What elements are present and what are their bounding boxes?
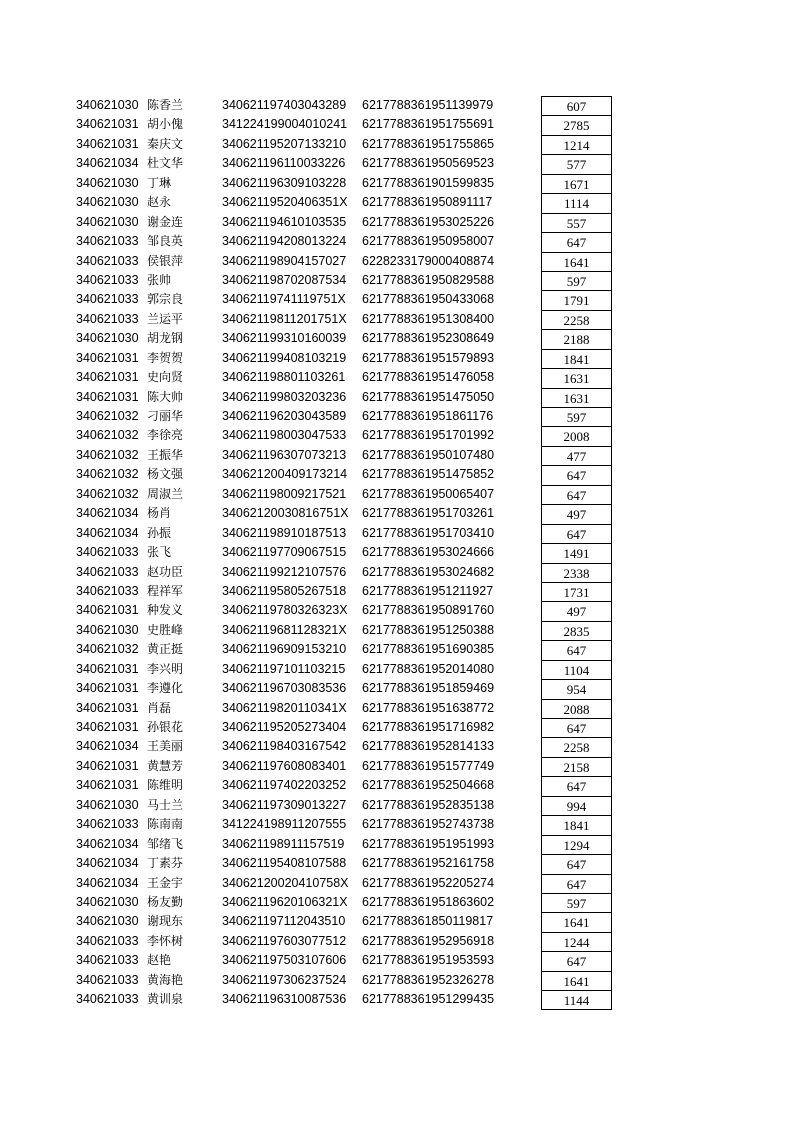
bank-card-cell: 6217788361951475050 bbox=[362, 389, 495, 404]
id-number-cell: 340621195205273404 bbox=[222, 720, 347, 734]
bank-card-cell: 6217788361952308649 bbox=[362, 331, 495, 346]
amount-cell: 647 bbox=[541, 874, 612, 893]
table-row bbox=[0, 563, 793, 582]
table-row bbox=[0, 485, 793, 504]
amount-cell: 1114 bbox=[541, 193, 612, 212]
id-number-cell: 34062120020410758X bbox=[222, 875, 349, 890]
amount-cell: 1841 bbox=[541, 349, 612, 368]
table-row bbox=[0, 776, 793, 795]
code-cell: 340621033 bbox=[76, 817, 139, 832]
amount-cell: 1671 bbox=[541, 174, 612, 193]
table-row bbox=[0, 854, 793, 873]
name-cell: 李徐亮 bbox=[147, 428, 184, 443]
table-row bbox=[0, 874, 793, 893]
id-number-cell: 340621197503107606 bbox=[222, 953, 347, 968]
code-cell: 340621031 bbox=[76, 136, 139, 151]
id-number-cell: 340621197309013227 bbox=[222, 797, 347, 812]
table-row bbox=[0, 796, 793, 815]
id-number-cell: 340621198801103261 bbox=[222, 370, 346, 385]
name-cell: 马士兰 bbox=[147, 797, 184, 812]
amount-cell: 647 bbox=[541, 951, 612, 970]
id-number-cell: 340621197603077512 bbox=[222, 933, 347, 948]
bank-card-cell: 6217788361951577749 bbox=[362, 758, 495, 773]
name-cell: 程祥军 bbox=[147, 583, 184, 598]
table-row bbox=[0, 388, 793, 407]
amount-cell: 2258 bbox=[541, 737, 612, 756]
bank-card-cell: 6217788361951638772 bbox=[362, 700, 495, 715]
table-row bbox=[0, 465, 793, 484]
code-cell: 340621032 bbox=[76, 642, 139, 657]
name-cell: 陈南南 bbox=[147, 817, 184, 832]
code-cell: 340621033 bbox=[76, 953, 139, 968]
name-cell: 兰运平 bbox=[147, 311, 184, 326]
table-row bbox=[0, 679, 793, 698]
code-cell: 340621033 bbox=[76, 564, 139, 579]
id-number-cell: 340621199408103219 bbox=[222, 350, 347, 365]
bank-card-cell: 6217788361951299435 bbox=[362, 992, 495, 1007]
bank-card-cell: 6217788361951755865 bbox=[362, 136, 495, 151]
table-row bbox=[0, 310, 793, 329]
table-row bbox=[0, 193, 793, 212]
name-cell: 陈香兰 bbox=[147, 98, 184, 112]
bank-card-cell: 6217788361951863602 bbox=[362, 894, 495, 909]
code-cell: 340621032 bbox=[76, 409, 139, 423]
bank-card-cell: 6228233179000408874 bbox=[362, 253, 495, 268]
id-number-cell: 340621196310087536 bbox=[222, 992, 347, 1007]
name-cell: 谢金连 bbox=[147, 214, 184, 229]
id-number-cell: 341224198911207555 bbox=[222, 817, 347, 832]
code-cell: 340621033 bbox=[76, 253, 139, 268]
amount-cell: 1791 bbox=[541, 290, 612, 309]
amount-cell: 2188 bbox=[541, 329, 612, 348]
table-row bbox=[0, 543, 793, 562]
bank-card-cell: 6217788361950433068 bbox=[362, 292, 495, 307]
code-cell: 340621030 bbox=[76, 622, 139, 637]
name-cell: 郭宗良 bbox=[147, 292, 184, 307]
code-cell: 340621032 bbox=[76, 428, 139, 443]
name-cell: 王振华 bbox=[147, 447, 184, 462]
amount-cell: 557 bbox=[541, 213, 612, 232]
amount-cell: 1294 bbox=[541, 835, 612, 854]
code-cell: 340621030 bbox=[76, 195, 139, 210]
bank-card-cell: 6217788361951861176 bbox=[362, 409, 494, 423]
name-cell: 侯银萍 bbox=[147, 253, 184, 268]
table-row bbox=[0, 912, 793, 931]
name-cell: 杨肖 bbox=[147, 506, 172, 521]
code-cell: 340621031 bbox=[76, 370, 139, 385]
table-row bbox=[0, 446, 793, 465]
code-cell: 340621031 bbox=[76, 681, 139, 696]
code-cell: 340621030 bbox=[76, 797, 139, 812]
code-cell: 340621033 bbox=[76, 583, 139, 598]
amount-cell: 1244 bbox=[541, 932, 612, 951]
table-row bbox=[0, 368, 793, 387]
name-cell: 丁素芬 bbox=[147, 856, 184, 871]
bank-card-cell: 6217788361951703410 bbox=[362, 525, 495, 540]
id-number-cell: 341224199004010241 bbox=[222, 117, 348, 132]
table-row bbox=[0, 660, 793, 679]
id-number-cell: 34062119741119751X bbox=[222, 292, 346, 307]
bank-card-cell: 6217788361950065407 bbox=[362, 486, 495, 501]
name-cell: 李贺贺 bbox=[147, 350, 184, 365]
bank-card-cell: 6217788361950569523 bbox=[362, 156, 495, 171]
code-cell: 340621030 bbox=[76, 98, 139, 112]
id-number-cell: 340621198009217521 bbox=[222, 486, 347, 501]
table-row bbox=[0, 115, 793, 134]
bank-card-cell: 6217788361951690385 bbox=[362, 642, 495, 657]
bank-card-cell: 6217788361953024666 bbox=[362, 545, 495, 560]
bank-card-cell: 6217788361901599835 bbox=[362, 175, 495, 190]
code-cell: 340621034 bbox=[76, 156, 139, 171]
table-row bbox=[0, 232, 793, 251]
code-cell: 340621031 bbox=[76, 720, 139, 734]
amount-cell: 577 bbox=[541, 154, 612, 173]
id-number-cell: 34062119681128321X bbox=[222, 622, 347, 637]
bank-card-cell: 6217788361952326278 bbox=[362, 972, 495, 987]
amount-cell: 647 bbox=[541, 718, 612, 737]
bank-card-cell: 6217788361951703261 bbox=[362, 506, 495, 521]
name-cell: 王美丽 bbox=[147, 739, 184, 754]
code-cell: 340621034 bbox=[76, 739, 139, 754]
code-cell: 340621031 bbox=[76, 350, 139, 365]
code-cell: 340621031 bbox=[76, 603, 139, 618]
code-cell: 340621030 bbox=[76, 175, 139, 190]
code-cell: 340621031 bbox=[76, 661, 139, 676]
id-number-cell: 340621198702087534 bbox=[222, 272, 347, 287]
id-number-cell: 340621196203043589 bbox=[222, 409, 347, 423]
id-number-cell: 340621200409173214 bbox=[222, 467, 348, 482]
bank-card-cell: 6217788361951139979 bbox=[362, 98, 494, 112]
name-cell: 胡龙钢 bbox=[147, 331, 184, 346]
code-cell: 340621030 bbox=[76, 331, 139, 346]
name-cell: 史胜峰 bbox=[147, 622, 184, 637]
table-row bbox=[0, 252, 793, 271]
table-row bbox=[0, 932, 793, 951]
code-cell: 340621032 bbox=[76, 486, 139, 501]
amount-cell: 2258 bbox=[541, 310, 612, 329]
amount-cell: 2835 bbox=[541, 621, 612, 640]
id-number-cell: 340621197709067515 bbox=[222, 545, 347, 560]
code-cell: 340621033 bbox=[76, 545, 139, 560]
name-cell: 孙振 bbox=[147, 525, 172, 540]
table-row bbox=[0, 135, 793, 154]
name-cell: 张飞 bbox=[147, 545, 172, 560]
code-cell: 340621034 bbox=[76, 525, 139, 540]
amount-cell: 1491 bbox=[541, 543, 612, 562]
table-row bbox=[0, 815, 793, 834]
bank-card-cell: 6217788361951951993 bbox=[362, 836, 495, 851]
bank-card-cell: 6217788361952956918 bbox=[362, 933, 495, 948]
code-cell: 340621033 bbox=[76, 272, 139, 287]
id-number-cell: 340621198003047533 bbox=[222, 428, 347, 443]
name-cell: 邹良英 bbox=[147, 234, 184, 249]
table-row bbox=[0, 349, 793, 368]
name-cell: 黄正挺 bbox=[147, 642, 184, 657]
table-row bbox=[0, 524, 793, 543]
name-cell: 杜文华 bbox=[147, 156, 184, 171]
id-number-cell: 340621195207133210 bbox=[222, 136, 347, 151]
amount-cell: 477 bbox=[541, 446, 612, 465]
bank-card-cell: 6217788361951476058 bbox=[362, 370, 495, 385]
id-number-cell: 34062119520406351X bbox=[222, 195, 348, 210]
name-cell: 黄海艳 bbox=[147, 972, 184, 987]
id-number-cell: 340621198904157027 bbox=[222, 253, 347, 268]
table-row bbox=[0, 621, 793, 640]
id-number-cell: 340621197403043289 bbox=[222, 98, 347, 112]
table-row bbox=[0, 213, 793, 232]
code-cell: 340621031 bbox=[76, 117, 139, 132]
table-row bbox=[0, 96, 793, 115]
id-number-cell: 340621197112043510 bbox=[222, 914, 346, 929]
id-number-cell: 340621196909153210 bbox=[222, 642, 347, 657]
amount-cell: 994 bbox=[541, 796, 612, 815]
bank-card-cell: 6217788361952504668 bbox=[362, 778, 495, 793]
amount-cell: 1631 bbox=[541, 388, 612, 407]
amount-cell: 2088 bbox=[541, 699, 612, 718]
code-cell: 340621033 bbox=[76, 292, 139, 307]
id-number-cell: 340621198403167542 bbox=[222, 739, 347, 754]
name-cell: 孙银花 bbox=[147, 720, 184, 734]
bank-card-cell: 6217788361952835138 bbox=[362, 797, 495, 812]
amount-cell: 647 bbox=[541, 854, 612, 873]
amount-cell: 1641 bbox=[541, 252, 612, 271]
amount-cell: 597 bbox=[541, 893, 612, 912]
amount-cell: 1731 bbox=[541, 582, 612, 601]
table-row bbox=[0, 757, 793, 776]
name-cell: 黄慧芳 bbox=[147, 758, 184, 773]
name-cell: 邹绪飞 bbox=[147, 836, 184, 851]
bank-card-cell: 6217788361952014080 bbox=[362, 661, 495, 676]
id-number-cell: 340621197101103215 bbox=[222, 661, 346, 676]
table-row bbox=[0, 971, 793, 990]
code-cell: 340621030 bbox=[76, 894, 139, 909]
table-row bbox=[0, 893, 793, 912]
id-number-cell: 340621194208013224 bbox=[222, 234, 347, 249]
table-row bbox=[0, 582, 793, 601]
amount-cell: 607 bbox=[541, 96, 612, 115]
code-cell: 340621033 bbox=[76, 972, 139, 987]
table-row bbox=[0, 601, 793, 620]
name-cell: 周淑兰 bbox=[147, 486, 184, 501]
amount-cell: 497 bbox=[541, 504, 612, 523]
id-number-cell: 340621196703083536 bbox=[222, 681, 347, 696]
name-cell: 张帅 bbox=[147, 272, 172, 287]
code-cell: 340621033 bbox=[76, 234, 139, 249]
amount-cell: 1641 bbox=[541, 971, 612, 990]
id-number-cell: 34062119780326323X bbox=[222, 603, 348, 618]
name-cell: 杨友勤 bbox=[147, 894, 184, 909]
code-cell: 340621034 bbox=[76, 875, 139, 890]
name-cell: 谢现东 bbox=[147, 914, 184, 929]
code-cell: 340621034 bbox=[76, 856, 139, 871]
bank-card-cell: 6217788361951308400 bbox=[362, 311, 495, 326]
id-number-cell: 340621199803203236 bbox=[222, 389, 347, 404]
id-number-cell: 340621195805267518 bbox=[222, 583, 347, 598]
amount-cell: 1144 bbox=[541, 990, 612, 1009]
bank-card-cell: 6217788361950958007 bbox=[362, 234, 495, 249]
bank-card-cell: 6217788361952205274 bbox=[362, 875, 495, 890]
amount-cell: 647 bbox=[541, 776, 612, 795]
id-number-cell: 340621199212107576 bbox=[222, 564, 347, 579]
amount-cell: 2785 bbox=[541, 115, 612, 134]
bank-card-cell: 6217788361950829588 bbox=[362, 272, 495, 287]
amount-cell: 2158 bbox=[541, 757, 612, 776]
name-cell: 李兴明 bbox=[147, 661, 184, 676]
bank-card-cell: 6217788361951716982 bbox=[362, 720, 495, 734]
id-number-cell: 34062120030816751X bbox=[222, 506, 349, 521]
amount-cell: 647 bbox=[541, 524, 612, 543]
spreadsheet-table bbox=[0, 96, 793, 1010]
name-cell: 肖磊 bbox=[147, 700, 172, 715]
code-cell: 340621034 bbox=[76, 506, 139, 521]
amount-cell: 2338 bbox=[541, 563, 612, 582]
code-cell: 340621031 bbox=[76, 758, 139, 773]
id-number-cell: 340621194610103535 bbox=[222, 214, 347, 229]
table-row bbox=[0, 835, 793, 854]
id-number-cell: 340621195408107588 bbox=[222, 856, 347, 871]
id-number-cell: 340621196309103228 bbox=[222, 175, 347, 190]
name-cell: 李怀树 bbox=[147, 933, 184, 948]
name-cell: 杨文强 bbox=[147, 467, 184, 482]
table-row bbox=[0, 426, 793, 445]
amount-cell: 2008 bbox=[541, 426, 612, 445]
name-cell: 李遵化 bbox=[147, 681, 184, 696]
code-cell: 340621032 bbox=[76, 467, 139, 482]
id-number-cell: 340621197402203252 bbox=[222, 778, 347, 793]
table-row bbox=[0, 990, 793, 1009]
table-row bbox=[0, 154, 793, 173]
table-row bbox=[0, 407, 793, 426]
table-row bbox=[0, 718, 793, 737]
name-cell: 赵功臣 bbox=[147, 564, 184, 579]
bank-card-cell: 6217788361952161758 bbox=[362, 856, 495, 871]
code-cell: 340621032 bbox=[76, 447, 139, 462]
id-number-cell: 34062119820110341X bbox=[222, 700, 347, 715]
amount-cell: 1631 bbox=[541, 368, 612, 387]
amount-cell: 954 bbox=[541, 679, 612, 698]
id-number-cell: 340621199310160039 bbox=[222, 331, 347, 346]
amount-cell: 647 bbox=[541, 485, 612, 504]
id-number-cell: 34062119811201751X bbox=[222, 311, 347, 326]
bank-card-cell: 6217788361951211927 bbox=[362, 583, 494, 598]
bank-card-cell: 6217788361951250388 bbox=[362, 622, 495, 637]
name-cell: 陈维明 bbox=[147, 778, 184, 793]
bank-card-cell: 6217788361953024682 bbox=[362, 564, 495, 579]
name-cell: 黄训泉 bbox=[147, 992, 184, 1007]
code-cell: 340621030 bbox=[76, 914, 139, 929]
name-cell: 丁琳 bbox=[147, 175, 172, 190]
table-row bbox=[0, 174, 793, 193]
amount-cell: 647 bbox=[541, 465, 612, 484]
table-row bbox=[0, 699, 793, 718]
code-cell: 340621033 bbox=[76, 992, 139, 1007]
bank-card-cell: 6217788361953025226 bbox=[362, 214, 495, 229]
id-number-cell: 340621198911157519 bbox=[222, 836, 345, 851]
bank-card-cell: 6217788361952814133 bbox=[362, 739, 495, 754]
amount-cell: 1641 bbox=[541, 912, 612, 931]
bank-card-cell: 6217788361950107480 bbox=[362, 447, 495, 462]
table-row bbox=[0, 271, 793, 290]
id-number-cell: 340621197306237524 bbox=[222, 972, 347, 987]
table-row bbox=[0, 290, 793, 309]
id-number-cell: 34062119620106321X bbox=[222, 894, 348, 909]
id-number-cell: 340621196307073213 bbox=[222, 447, 347, 462]
table-row bbox=[0, 737, 793, 756]
table-row bbox=[0, 951, 793, 970]
code-cell: 340621030 bbox=[76, 214, 139, 229]
bank-card-cell: 6217788361951755691 bbox=[362, 117, 495, 132]
code-cell: 340621034 bbox=[76, 836, 139, 851]
name-cell: 赵艳 bbox=[147, 953, 172, 968]
table-row bbox=[0, 640, 793, 659]
code-cell: 340621033 bbox=[76, 311, 139, 326]
bank-card-cell: 6217788361951701992 bbox=[362, 428, 495, 443]
amount-cell: 1841 bbox=[541, 815, 612, 834]
amount-cell: 1214 bbox=[541, 135, 612, 154]
bank-card-cell: 6217788361951579893 bbox=[362, 350, 495, 365]
amount-cell: 647 bbox=[541, 232, 612, 251]
id-number-cell: 340621196110033226 bbox=[222, 156, 346, 171]
name-cell: 刁丽华 bbox=[147, 409, 184, 423]
name-cell: 陈大帅 bbox=[147, 389, 184, 404]
bank-card-cell: 6217788361951953593 bbox=[362, 953, 495, 968]
name-cell: 胡小傀 bbox=[147, 117, 184, 132]
name-cell: 赵永 bbox=[147, 195, 172, 210]
id-number-cell: 340621198910187513 bbox=[222, 525, 347, 540]
amount-cell: 597 bbox=[541, 271, 612, 290]
bank-card-cell: 6217788361952743738 bbox=[362, 817, 495, 832]
name-cell: 种发义 bbox=[147, 603, 184, 618]
bank-card-cell: 6217788361951475852 bbox=[362, 467, 495, 482]
name-cell: 王金宇 bbox=[147, 875, 184, 890]
code-cell: 340621033 bbox=[76, 933, 139, 948]
bank-card-cell: 6217788361850119817 bbox=[362, 914, 494, 929]
table-row bbox=[0, 329, 793, 348]
code-cell: 340621031 bbox=[76, 389, 139, 404]
name-cell: 史向贤 bbox=[147, 370, 184, 385]
amount-cell: 1104 bbox=[541, 660, 612, 679]
amount-cell: 597 bbox=[541, 407, 612, 426]
bank-card-cell: 6217788361950891117 bbox=[362, 195, 493, 210]
bank-card-cell: 6217788361951859469 bbox=[362, 681, 495, 696]
name-cell: 秦庆文 bbox=[147, 136, 184, 151]
amount-cell: 647 bbox=[541, 640, 612, 659]
bank-card-cell: 6217788361950891760 bbox=[362, 603, 495, 618]
code-cell: 340621031 bbox=[76, 778, 139, 793]
amount-cell: 497 bbox=[541, 601, 612, 620]
code-cell: 340621031 bbox=[76, 700, 139, 715]
table-row bbox=[0, 504, 793, 523]
id-number-cell: 340621197608083401 bbox=[222, 758, 347, 773]
